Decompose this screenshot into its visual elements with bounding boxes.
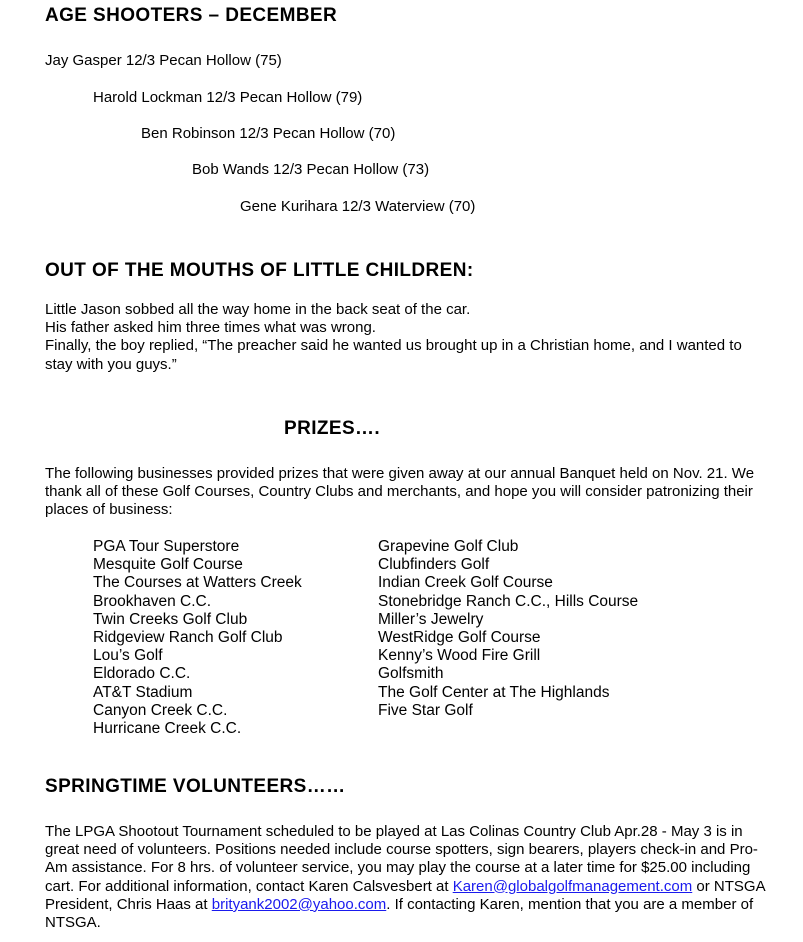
age-shooter-entry: Bob Wands 12/3 Pecan Hollow (73) (192, 161, 430, 178)
karen-email-link[interactable]: Karen@globalgolfmanagement.com (452, 877, 693, 895)
story-line: Finally, the boy replied, “The preacher said he wanted us brought up in a Christian home, and I wanted to stay with you guys.” (45, 337, 742, 373)
prizes-left-column (93, 538, 302, 738)
children-story (45, 301, 765, 374)
age-shooter-entry: Harold Lockman 12/3 Pecan Hollow (79) (93, 89, 363, 106)
prize-sponsor: Grapevine Golf Club (378, 538, 519, 555)
prize-sponsor: Kenny’s Wood Fire Grill (378, 647, 541, 665)
prize-sponsor: Mesquite Golf Course (93, 556, 243, 574)
prize-sponsor: WestRidge Golf Course (378, 629, 541, 647)
prizes-right-column (378, 538, 638, 720)
prize-sponsor: Stonebridge Ranch C.C., Hills Course (378, 592, 639, 610)
prize-sponsor: Eldorado C.C. (93, 665, 191, 683)
prize-sponsor: The Courses at Watters Creek (93, 574, 302, 592)
children-heading: OUT OF THE MOUTHS OF LITTLE CHILDREN: (45, 260, 474, 281)
age-shooter-entry: Jay Gasper 12/3 Pecan Hollow (75) (45, 52, 282, 69)
prizes-intro: The following businesses provided prizes that were given away at our annual Banquet held on Nov. 21. We thank all of these Golf Courses, Country Clubs and merchants, and hope you will consider patronizing their places of business: (45, 465, 755, 519)
prize-sponsor: Lou’s Golf (93, 647, 163, 665)
story-line: Little Jason sobbed all the way home in the back seat of the car. (45, 301, 471, 318)
prize-sponsor: Ridgeview Ranch Golf Club (93, 629, 283, 647)
prize-sponsor: Hurricane Creek C.C. (93, 720, 242, 738)
prize-sponsor: AT&T Stadium (93, 683, 193, 701)
age-shooters-heading: AGE SHOOTERS – DECEMBER (45, 5, 338, 26)
story-line: His father asked him three times what was wrong. (45, 319, 376, 337)
age-shooter-entry: Gene Kurihara 12/3 Waterview (70) (240, 198, 476, 215)
prize-sponsor: Golfsmith (378, 665, 444, 683)
prize-sponsor: Indian Creek Golf Course (378, 574, 553, 592)
prize-sponsor: Canyon Creek C.C. (93, 701, 228, 719)
prize-sponsor: Miller’s Jewelry (378, 610, 484, 628)
prize-sponsor: Brookhaven C.C. (93, 592, 212, 610)
prize-sponsor: Twin Creeks Golf Club (93, 610, 248, 628)
volunteers-text-part: or NTSGA President, Chris Haas at (45, 877, 765, 913)
volunteers-heading: SPRINGTIME VOLUNTEERS…… (45, 776, 346, 797)
prize-sponsor: Five Star Golf (378, 701, 473, 719)
age-shooter-entry: Ben Robinson 12/3 Pecan Hollow (70) (141, 125, 396, 142)
volunteers-text (45, 823, 765, 932)
chris-email-link[interactable]: brityank2002@yahoo.com (211, 895, 387, 913)
prizes-heading: PRIZES…. (284, 418, 381, 439)
volunteers-text-part: The LPGA Shootout Tournament scheduled to be played at Las Colinas Country Club Apr.28 - May 3 is in great need of volunteers. Positions needed include course spotters, sign bearers, players check-in and Pro-Am assistance. For 8 hrs. of volunteer service, you may play the course at a later time for $25.00 including cart. For additional information, contact Karen Calsvesbert at (45, 823, 758, 895)
volunteers-text-part: . If contacting Karen, mention that you are a member of NTSGA. (45, 895, 754, 932)
prize-sponsor: PGA Tour Superstore (93, 538, 240, 555)
prize-sponsor: Clubfinders Golf (378, 556, 490, 574)
prize-sponsor: The Golf Center at The Highlands (378, 683, 610, 701)
